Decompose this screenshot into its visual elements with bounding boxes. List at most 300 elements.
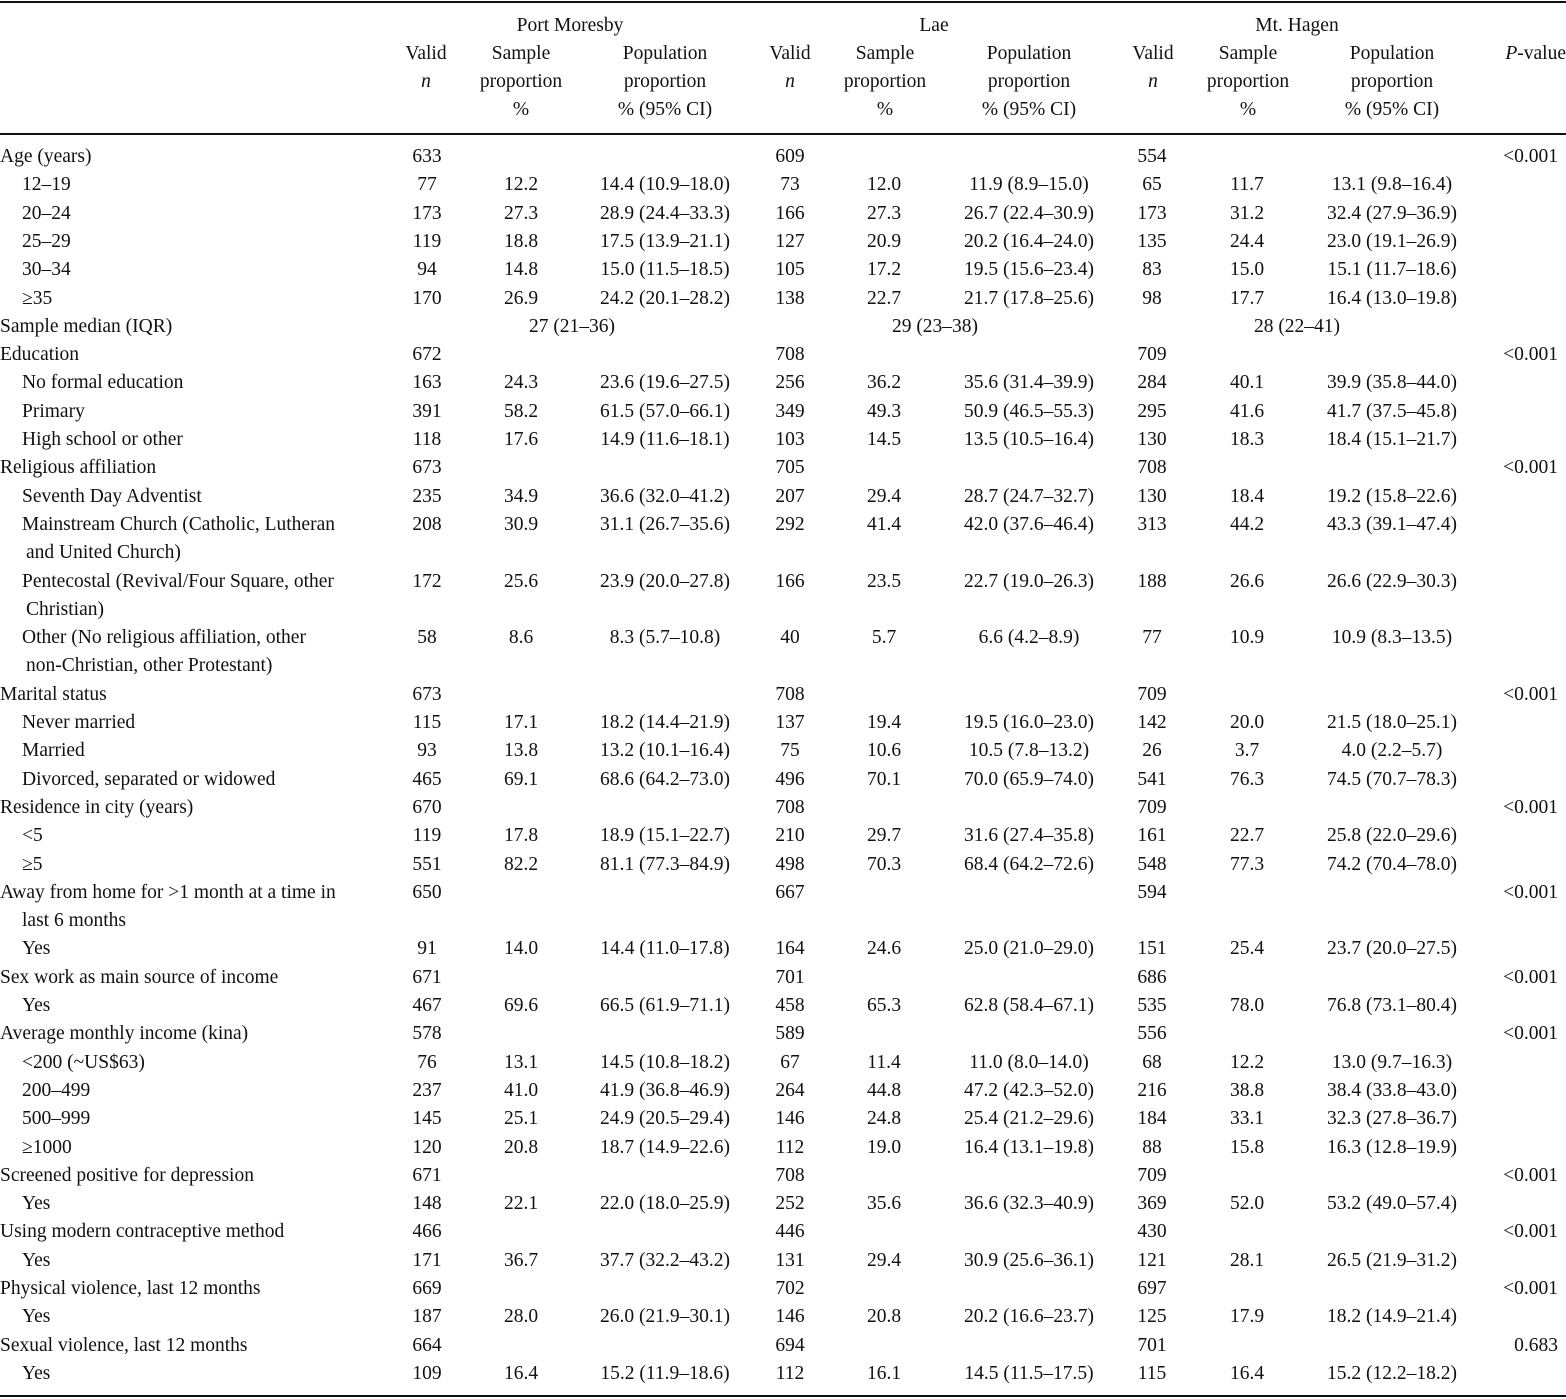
row-label: Screened positive for depression (0, 1164, 254, 1186)
valid-n-cell: 91 (417, 938, 437, 960)
n-header: n (421, 71, 431, 92)
sample-proportion-cell: 12.2 (1229, 1051, 1265, 1073)
valid-n-cell: 670 (412, 796, 442, 818)
sample-proportion-cell: 20.8 (866, 1306, 902, 1328)
population-proportion-cell: 47.2 (42.3–52.0) (964, 1079, 1094, 1101)
valid-n-cell: 127 (775, 230, 805, 252)
sample-proportion-cell: 16.4 (1229, 1362, 1265, 1384)
sample-proportion-cell: 49.3 (866, 400, 902, 422)
sample-proportion-header-3: % (1239, 99, 1257, 120)
sample-proportion-cell: 14.0 (503, 938, 539, 960)
sample-proportion-cell: 41.6 (1229, 400, 1265, 422)
valid-n-cell: 216 (1137, 1079, 1167, 1101)
sample-proportion-cell: 25.1 (503, 1108, 539, 1130)
valid-n-cell: 210 (775, 825, 805, 847)
valid-n-cell: 686 (1137, 966, 1167, 988)
population-proportion-cell: 68.6 (64.2–73.0) (600, 768, 730, 790)
valid-n-cell: 115 (1137, 1362, 1167, 1384)
population-proportion-cell: 15.2 (12.2–18.2) (1327, 1362, 1457, 1384)
valid-n-cell: 554 (1137, 146, 1167, 167)
row-label: No formal education (22, 372, 184, 394)
row-label: Seventh Day Adventist (22, 485, 202, 507)
row-label: Physical violence, last 12 months (0, 1278, 261, 1299)
sample-proportion-cell: 15.8 (1229, 1136, 1265, 1158)
valid-n-cell: 125 (1137, 1306, 1167, 1328)
valid-n-cell: 146 (775, 1108, 805, 1130)
row-label: ≥35 (22, 287, 53, 309)
sample-proportion-cell: 23.5 (866, 570, 902, 592)
valid-n-cell: 589 (775, 1023, 805, 1045)
population-proportion-cell: 37.7 (32.2–43.2) (600, 1249, 730, 1271)
population-proportion-cell: 28.7 (24.7–32.7) (964, 485, 1094, 507)
valid-n-cell: 541 (1137, 768, 1167, 790)
valid-n-cell: 709 (1137, 796, 1167, 818)
row-label: Yes (22, 1193, 51, 1215)
valid-n-cell: 103 (775, 429, 805, 450)
sample-proportion-cell: 17.2 (866, 259, 902, 281)
valid-n-cell: 109 (412, 1362, 442, 1384)
valid-n-cell: 369 (1137, 1193, 1167, 1215)
valid-n-cell: 130 (1137, 429, 1167, 450)
p-value-cell: <0.001 (1503, 881, 1558, 903)
valid-n-cell: 709 (1137, 683, 1167, 705)
population-proportion-cell: 74.2 (70.4–78.0) (1327, 853, 1457, 875)
population-proportion-cell: 32.3 (27.8–36.7) (1327, 1108, 1457, 1130)
sample-proportion-cell: 27.3 (866, 202, 902, 224)
row-label: Average monthly income (kina) (0, 1023, 249, 1045)
valid-n-cell: 188 (1137, 570, 1167, 592)
population-proportion-cell: 50.9 (46.5–55.3) (964, 400, 1094, 422)
sample-proportion-cell: 70.1 (866, 768, 902, 790)
row-label: 30–34 (22, 259, 71, 281)
sample-proportion-cell: 12.0 (866, 174, 902, 196)
sample-proportion-cell: 28.1 (1229, 1249, 1265, 1271)
population-proportion-cell: 13.1 (9.8–16.4) (1331, 174, 1453, 196)
valid-n-cell: 26 (1142, 740, 1162, 762)
valid-n-cell: 708 (775, 683, 805, 705)
bottom-rule (0, 1395, 1566, 1397)
valid-n-cell: 458 (775, 995, 805, 1016)
valid-n-cell: 93 (417, 740, 437, 762)
valid-n-cell: 115 (412, 712, 442, 733)
p-value-cell: 0.683 (1514, 1334, 1558, 1356)
valid-n-cell: 697 (1137, 1278, 1167, 1299)
sample-proportion-cell: 20.8 (503, 1136, 539, 1158)
sample-proportion-cell: 15.0 (1229, 259, 1265, 281)
valid-n-cell: 709 (1137, 1164, 1167, 1186)
row-label: Religious affiliation (0, 457, 157, 479)
valid-n-cell: 498 (775, 853, 805, 875)
sample-proportion-cell: 13.8 (503, 740, 539, 762)
valid-n-cell: 77 (1142, 627, 1162, 649)
population-proportion-cell: 21.5 (18.0–25.1) (1327, 712, 1457, 733)
valid-n-cell: 664 (412, 1334, 442, 1356)
population-proportion-header-2: proportion (987, 71, 1071, 92)
valid-n-cell: 76 (417, 1051, 437, 1073)
valid-n-cell: 148 (412, 1193, 442, 1215)
valid-n-cell: 708 (1137, 457, 1167, 479)
population-proportion-cell: 11.9 (8.9–15.0) (969, 174, 1089, 196)
valid-header: Valid (1132, 43, 1174, 64)
population-proportion-cell: 41.7 (37.5–45.8) (1327, 400, 1457, 422)
valid-n-cell: 83 (1142, 259, 1162, 281)
valid-n-cell: 135 (1137, 230, 1167, 252)
row-label: Yes (22, 938, 51, 960)
sample-proportion-cell: 18.3 (1229, 429, 1265, 450)
population-proportion-cell: 70.0 (65.9–74.0) (964, 768, 1094, 790)
sample-proportion-cell: 20.0 (1229, 712, 1265, 733)
sample-proportion-cell: 17.8 (503, 825, 539, 847)
population-proportion-cell: 25.8 (22.0–29.6) (1327, 825, 1457, 847)
valid-n-cell: 105 (775, 259, 805, 281)
sample-proportion-cell: 20.9 (866, 230, 902, 252)
valid-n-cell: 173 (1137, 202, 1167, 224)
population-proportion-cell: 76.8 (73.1–80.4) (1327, 995, 1457, 1016)
population-proportion-cell: 32.4 (27.9–36.9) (1327, 202, 1457, 224)
population-proportion-cell: 18.2 (14.9–21.4) (1327, 1306, 1457, 1328)
sample-proportion-cell: 14.8 (503, 259, 539, 281)
population-proportion-cell: 18.4 (15.1–21.7) (1327, 429, 1457, 450)
population-proportion-header-3: % (95% CI) (617, 99, 713, 120)
row-label: Married (22, 740, 85, 762)
row-label: <200 (~US$63) (22, 1051, 145, 1073)
p-value-cell: <0.001 (1503, 1221, 1558, 1243)
valid-n-cell: 551 (412, 853, 442, 875)
n-header: n (785, 71, 795, 92)
sample-proportion-cell: 44.8 (866, 1079, 902, 1101)
row-label: Mainstream Church (Catholic, Lutheran (22, 513, 335, 535)
population-proportion-cell: 17.5 (13.9–21.1) (600, 230, 730, 252)
valid-n-cell: 58 (417, 627, 437, 649)
valid-n-cell: 672 (412, 344, 442, 366)
population-proportion-cell: 13.2 (10.1–16.4) (600, 740, 730, 762)
valid-n-cell: 172 (412, 570, 442, 592)
valid-n-cell: 112 (775, 1136, 805, 1158)
population-proportion-cell: 36.6 (32.0–41.2) (600, 485, 730, 507)
population-proportion-cell: 22.7 (19.0–26.3) (964, 570, 1094, 592)
row-label: Education (0, 344, 80, 366)
valid-n-cell: 161 (1137, 825, 1167, 847)
sample-proportion-cell: 41.0 (503, 1079, 539, 1101)
valid-n-cell: 548 (1137, 853, 1167, 875)
row-label: Yes (22, 995, 51, 1016)
valid-n-cell: 702 (775, 1278, 805, 1299)
population-proportion-cell: 24.9 (20.5–29.4) (600, 1108, 730, 1130)
sample-proportion-cell: 76.3 (1229, 768, 1265, 790)
valid-n-cell: 65 (1142, 174, 1162, 196)
valid-n-cell: 705 (775, 457, 805, 479)
row-label: Pentecostal (Revival/Four Square, other (22, 570, 334, 592)
p-value-cell: <0.001 (1503, 1278, 1558, 1299)
sample-proportion-header-1: Sample (491, 43, 551, 64)
population-proportion-cell: 19.2 (15.8–22.6) (1327, 485, 1457, 507)
p-value-cell: <0.001 (1503, 344, 1558, 366)
valid-n-cell: 146 (775, 1306, 805, 1328)
row-label: Other (No religious affiliation, other (22, 627, 306, 649)
population-proportion-cell: 16.4 (13.1–19.8) (964, 1136, 1094, 1158)
population-proportion-header-1: Population (1349, 43, 1435, 64)
sample-proportion-cell: 13.1 (503, 1051, 539, 1073)
valid-n-cell: 173 (412, 202, 442, 224)
population-proportion-cell: 8.3 (5.7–10.8) (609, 627, 721, 649)
valid-n-cell: 145 (412, 1108, 442, 1130)
sample-proportion-cell: 29.7 (866, 825, 902, 847)
valid-n-cell: 594 (1137, 881, 1167, 903)
population-proportion-cell: 39.9 (35.8–44.0) (1327, 372, 1457, 394)
sample-proportion-header-2: proportion (843, 71, 927, 92)
row-label: 20–24 (22, 202, 71, 224)
sample-proportion-cell: 34.9 (503, 485, 539, 507)
sample-proportion-header-1: Sample (1218, 43, 1278, 64)
population-proportion-cell: 36.6 (32.3–40.9) (964, 1193, 1094, 1215)
sample-proportion-cell: 44.2 (1229, 513, 1265, 535)
valid-n-cell: 98 (1142, 287, 1162, 309)
population-proportion-header-1: Population (622, 43, 708, 64)
population-proportion-header-3: % (95% CI) (1344, 99, 1440, 120)
sample-proportion-cell: 82.2 (503, 853, 539, 875)
sample-proportion-cell: 18.4 (1229, 485, 1265, 507)
population-proportion-cell: 20.2 (16.6–23.7) (964, 1306, 1094, 1328)
valid-header: Valid (769, 43, 811, 64)
valid-n-cell: 184 (1137, 1108, 1167, 1130)
population-proportion-cell: 14.4 (10.9–18.0) (600, 174, 730, 196)
population-proportion-cell: 26.6 (22.9–30.3) (1327, 570, 1457, 592)
sample-proportion-cell: 24.8 (866, 1108, 902, 1130)
valid-n-cell: 701 (1137, 1334, 1167, 1356)
valid-n-cell: 118 (412, 429, 442, 450)
population-proportion-cell: 38.4 (33.8–43.0) (1327, 1079, 1457, 1101)
population-proportion-cell: 21.7 (17.8–25.6) (964, 287, 1094, 309)
row-label-continued: Christian) (26, 598, 104, 620)
population-proportion-cell: 31.6 (27.4–35.8) (964, 825, 1094, 847)
row-label: Never married (22, 712, 136, 733)
population-proportion-cell: 15.0 (11.5–18.5) (600, 259, 730, 281)
sample-proportion-cell: 16.1 (866, 1362, 902, 1384)
sample-proportion-cell: 35.6 (866, 1193, 902, 1215)
sample-proportion-cell: 24.4 (1229, 230, 1265, 252)
valid-n-cell: 673 (412, 683, 442, 705)
population-proportion-cell: 16.4 (13.0–19.8) (1327, 287, 1457, 309)
row-label: Sample median (IQR) (0, 315, 173, 337)
valid-n-cell: 708 (775, 796, 805, 818)
city-header-lae: Lae (919, 15, 949, 36)
row-label: 500–999 (22, 1108, 91, 1130)
population-proportion-cell: 24.2 (20.1–28.2) (600, 287, 730, 309)
valid-n-cell: 187 (412, 1306, 442, 1328)
row-label: Sexual violence, last 12 months (0, 1334, 248, 1356)
valid-n-cell: 120 (412, 1136, 442, 1158)
sample-proportion-cell: 17.1 (503, 712, 539, 733)
sample-proportion-cell: 33.1 (1229, 1108, 1265, 1130)
valid-n-cell: 709 (1137, 344, 1167, 366)
population-proportion-cell: 6.6 (4.2–8.9) (978, 627, 1080, 649)
population-proportion-cell: 28.9 (24.4–33.3) (600, 202, 730, 224)
p-value-cell: <0.001 (1503, 683, 1558, 705)
sample-proportion-cell: 12.2 (503, 174, 539, 196)
valid-n-cell: 446 (775, 1221, 805, 1243)
sample-proportion-header-2: proportion (1206, 71, 1290, 92)
valid-n-cell: 669 (412, 1278, 442, 1299)
valid-n-cell: 68 (1142, 1051, 1162, 1073)
sample-proportion-cell: 10.9 (1229, 627, 1265, 649)
valid-n-cell: 295 (1137, 400, 1167, 422)
valid-n-cell: 171 (412, 1249, 442, 1271)
valid-n-cell: 496 (775, 768, 805, 790)
valid-n-cell: 163 (412, 372, 442, 394)
sample-proportion-cell: 8.6 (508, 627, 534, 649)
population-proportion-cell: 81.1 (77.3–84.9) (600, 853, 730, 875)
sample-proportion-cell: 38.8 (1229, 1079, 1265, 1101)
row-label: 12–19 (22, 174, 71, 196)
population-proportion-cell: 23.9 (20.0–27.8) (600, 570, 730, 592)
population-proportion-cell: 14.4 (11.0–17.8) (600, 938, 730, 960)
valid-n-cell: 535 (1137, 995, 1167, 1016)
valid-n-cell: 349 (775, 400, 805, 422)
valid-n-cell: 142 (1137, 712, 1167, 733)
sample-proportion-cell: 28.0 (503, 1306, 539, 1328)
valid-n-cell: 77 (417, 174, 437, 196)
population-proportion-cell: 14.5 (11.5–17.5) (964, 1362, 1094, 1384)
sample-proportion-header-2: proportion (479, 71, 563, 92)
p-value-cell: <0.001 (1503, 146, 1558, 167)
population-proportion-cell: 35.6 (31.4–39.9) (964, 372, 1094, 394)
population-proportion-cell: 11.0 (8.0–14.0) (969, 1051, 1089, 1073)
sample-proportion-cell: 26.6 (1229, 570, 1265, 592)
population-proportion-cell: 30.9 (25.6–36.1) (964, 1249, 1094, 1271)
sample-proportion-cell: 30.9 (503, 513, 539, 535)
valid-n-cell: 465 (412, 768, 442, 790)
valid-n-cell: 391 (412, 400, 442, 422)
population-proportion-header-3: % (95% CI) (981, 99, 1077, 120)
population-proportion-cell: 10.5 (7.8–13.2) (968, 740, 1090, 762)
sample-proportion-cell: 52.0 (1229, 1193, 1265, 1215)
population-proportion-cell: 4.0 (2.2–5.7) (1341, 740, 1443, 762)
valid-n-cell: 578 (412, 1023, 442, 1045)
row-label: ≥1000 (22, 1136, 72, 1158)
row-label: Yes (22, 1249, 51, 1271)
population-proportion-cell: 26.0 (21.9–30.1) (600, 1306, 730, 1328)
p-value-cell: <0.001 (1503, 966, 1558, 988)
sample-proportion-cell: 26.9 (503, 287, 539, 309)
sample-proportion-cell: 69.1 (503, 768, 539, 790)
sample-proportion-header-3: % (876, 99, 894, 120)
row-label: High school or other (22, 429, 183, 450)
population-proportion-cell: 16.3 (12.8–19.9) (1327, 1136, 1457, 1158)
population-proportion-cell: 53.2 (49.0–57.4) (1327, 1193, 1457, 1215)
population-proportion-cell: 74.5 (70.7–78.3) (1327, 768, 1457, 790)
population-proportion-cell: 62.8 (58.4–67.1) (964, 995, 1094, 1016)
valid-n-cell: 166 (775, 570, 805, 592)
population-proportion-cell: 68.4 (64.2–72.6) (964, 853, 1094, 875)
row-label: Primary (22, 400, 85, 422)
population-proportion-cell: 13.5 (10.5–16.4) (964, 429, 1094, 450)
valid-n-cell: 75 (780, 740, 800, 762)
row-label: 25–29 (22, 230, 71, 252)
sample-proportion-cell: 29.4 (866, 485, 902, 507)
population-proportion-cell: 25.0 (21.0–29.0) (964, 938, 1094, 960)
row-label: Away from home for >1 month at a time in (0, 881, 336, 903)
sample-proportion-cell: 77.3 (1229, 853, 1265, 875)
population-proportion-cell: 15.1 (11.7–18.6) (1327, 259, 1457, 281)
sample-proportion-cell: 18.8 (503, 230, 539, 252)
median-iqr-cell: 28 (22–41) (1253, 315, 1341, 337)
p-value-cell: <0.001 (1503, 1023, 1558, 1045)
population-proportion-cell: 25.4 (21.2–29.6) (964, 1108, 1094, 1130)
population-proportion-cell: 13.0 (9.7–16.3) (1331, 1051, 1453, 1073)
valid-n-cell: 609 (775, 146, 805, 167)
valid-n-cell: 256 (775, 372, 805, 394)
sample-proportion-cell: 24.6 (866, 938, 902, 960)
sample-proportion-cell: 40.1 (1229, 372, 1265, 394)
valid-n-cell: 430 (1137, 1221, 1167, 1243)
valid-n-cell: 284 (1137, 372, 1167, 394)
header-rule (0, 133, 1566, 135)
p-value-header-italic: P (1505, 43, 1518, 64)
valid-n-cell: 673 (412, 457, 442, 479)
valid-n-cell: 119 (412, 230, 442, 252)
valid-n-cell: 292 (775, 513, 805, 535)
valid-n-cell: 694 (775, 1334, 805, 1356)
row-label: Yes (22, 1362, 51, 1384)
valid-n-cell: 650 (412, 881, 442, 903)
sample-proportion-cell: 16.4 (503, 1362, 539, 1384)
sample-proportion-header-1: Sample (855, 43, 915, 64)
valid-n-cell: 121 (1137, 1249, 1167, 1271)
population-proportion-cell: 14.5 (10.8–18.2) (600, 1051, 730, 1073)
valid-n-cell: 235 (412, 485, 442, 507)
p-value-cell: <0.001 (1503, 457, 1558, 479)
valid-n-cell: 164 (775, 938, 805, 960)
population-proportion-cell: 19.5 (15.6–23.4) (964, 259, 1094, 281)
sample-proportion-header-3: % (512, 99, 530, 120)
population-proportion-header-2: proportion (623, 71, 707, 92)
row-label: ≥5 (22, 853, 43, 875)
population-proportion-cell: 18.9 (15.1–22.7) (600, 825, 730, 847)
sample-proportion-cell: 17.6 (503, 429, 539, 450)
population-proportion-cell: 15.2 (11.9–18.6) (600, 1362, 730, 1384)
sample-proportion-cell: 3.7 (1234, 740, 1260, 762)
valid-n-cell: 252 (775, 1193, 805, 1215)
valid-n-cell: 708 (775, 1164, 805, 1186)
population-proportion-cell: 41.9 (36.8–46.9) (600, 1079, 730, 1101)
sample-proportion-cell: 22.7 (866, 287, 902, 309)
valid-n-cell: 556 (1137, 1023, 1167, 1045)
sample-proportion-cell: 25.6 (503, 570, 539, 592)
valid-n-cell: 208 (412, 513, 442, 535)
valid-n-cell: 264 (775, 1079, 805, 1101)
valid-n-cell: 130 (1137, 485, 1167, 507)
population-proportion-cell: 43.3 (39.1–47.4) (1327, 513, 1457, 535)
sample-proportion-cell: 27.3 (503, 202, 539, 224)
row-label: Yes (22, 1306, 51, 1328)
city-header-port-moresby: Port Moresby (516, 15, 624, 36)
row-label: Using modern contraceptive method (0, 1221, 285, 1243)
valid-n-cell: 313 (1137, 513, 1167, 535)
row-label: Age (years) (0, 146, 92, 167)
row-label: Marital status (0, 683, 107, 705)
row-label-continued: and United Church) (26, 542, 181, 564)
sample-proportion-cell: 19.4 (866, 712, 902, 733)
p-value-header-rest: -value (1517, 43, 1566, 64)
valid-n-cell: 137 (775, 712, 805, 733)
valid-n-cell: 708 (775, 344, 805, 366)
row-label: Sex work as main source of income (0, 966, 279, 988)
city-header-mt-hagen: Mt. Hagen (1255, 15, 1339, 36)
row-label: <5 (22, 825, 43, 847)
sample-proportion-cell: 36.2 (866, 372, 902, 394)
population-proportion-cell: 19.5 (16.0–23.0) (964, 712, 1094, 733)
p-value-cell: <0.001 (1503, 796, 1558, 818)
